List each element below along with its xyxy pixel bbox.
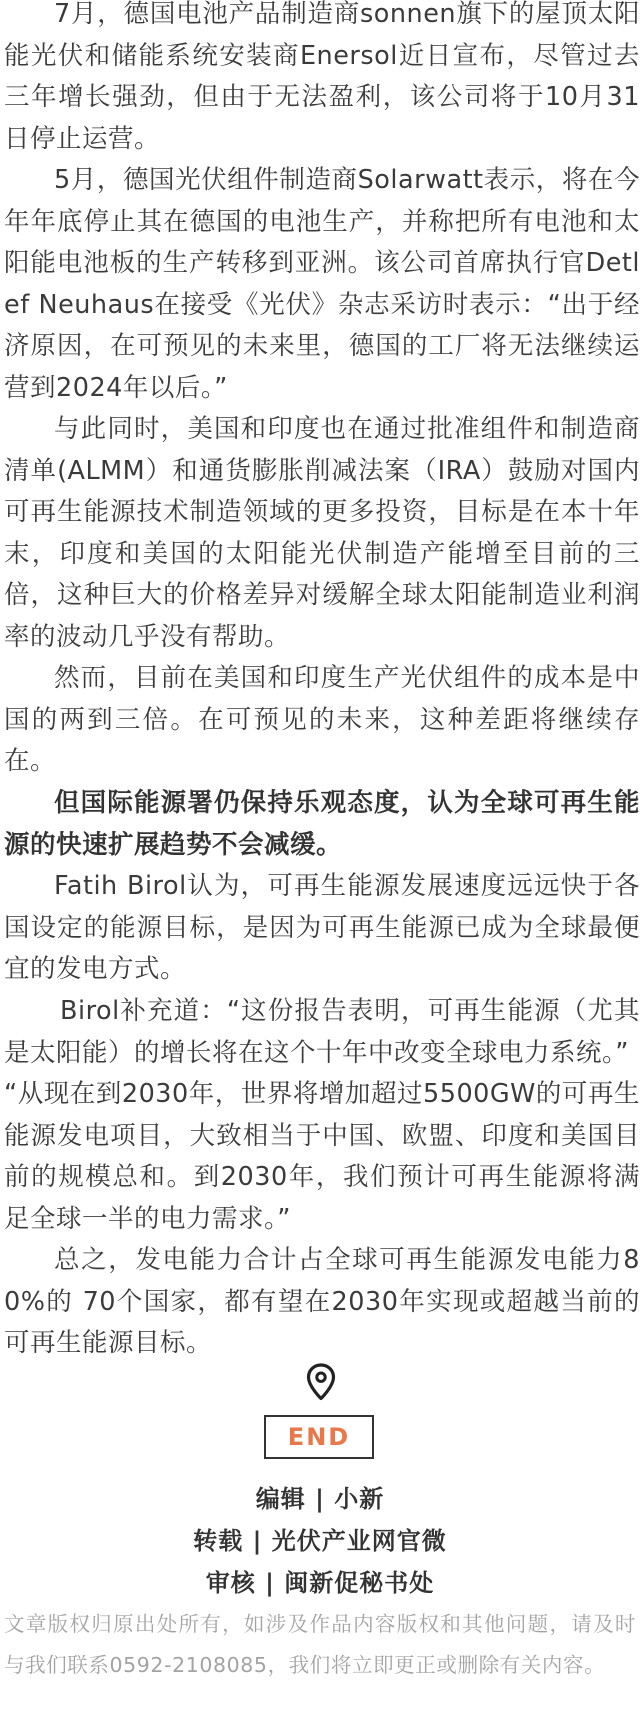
paragraph-birol-quote: Birol补充道：“这份报告表明，可再生能源（尤其是太阳能）的增长将在这个十年中改变全球电力系统。” [4,996,640,1068]
paragraph-us-india-investment: 与此同时，美国和印度也在通过批准组件和制造商清单(ALMM）和通货膨胀削减法案（IRA）鼓励对国内可再生能源技术制造领域的更多投资，目标是在本十年末，印度和美国的太阳能光伏制造产能增至目前的三倍，这种巨大的价格差异对缓解全球太阳能制造业利润率的波动几乎没有帮助。 [4,414,640,652]
paragraph-2030-outlook: “从现在到2030年，世界将增加超过5500GW的可再生能源发电项目，大致相当于中国、欧盟、印度和美国目前的规模总和。到2030年，我们预计可再生能源将满足全球一半的电力需求。” [4,1079,640,1234]
paragraph-cost-gap: 然而，目前在美国和印度生产光伏组件的成本是中国的两到三倍。在可预见的未来，这种差距将继续存在。 [4,663,640,776]
paragraph-birol-view: Fatih Birol认为，可再生能源发展速度远远快于各国设定的能源目标，是因为可再生能源已成为全球最便宜的发电方式。 [4,871,640,984]
paragraph-solarwatt: 5月，德国光伏组件制造商Solarwatt表示，将在今年年底停止其在德国的电池生产，并称把所有电池和太阳能电池板的生产转移到亚洲。该公司首席执行官Detlef Neuhaus在接受《光伏》杂志采访时表示：“出于经济原因，在可预见的未来里，德国的工厂将无法继续运营到2024年以后。” [4,165,640,403]
copyright-notice: 文章版权归原出处所有，如涉及作品内容版权和其他问题，请及时与我们联系0592-2108085，我们将立即更正或删除有关内容。 [4,1612,636,1677]
end-marker: END [264,1415,374,1459]
paragraph-conclusion: 总之，发电能力合计占全球可再生能源发电能力80%的 70个国家，都有望在2030年实现或超越当前的可再生能源目标。 [4,1245,640,1358]
editor-credit: 编辑 | 小新 [255,1485,385,1513]
repost-credit: 转载 | 光伏产业网官微 [193,1527,447,1555]
review-credit: 审核 | 闽新促秘书处 [205,1569,435,1597]
location-pin-icon [306,1363,336,1401]
paragraph-iea-optimism: 但国际能源署仍保持乐观态度，认为全球可再生能源的快速扩展趋势不会减缓。 [4,788,640,860]
paragraph-enersol: 7月，德国电池产品制造商sonnen旗下的屋顶太阳能光伏和储能系统安装商Enersol近日宣布，尽管过去三年增长强劲，但由于无法盈利，该公司将于10月31日停止运营。 [4,0,640,154]
